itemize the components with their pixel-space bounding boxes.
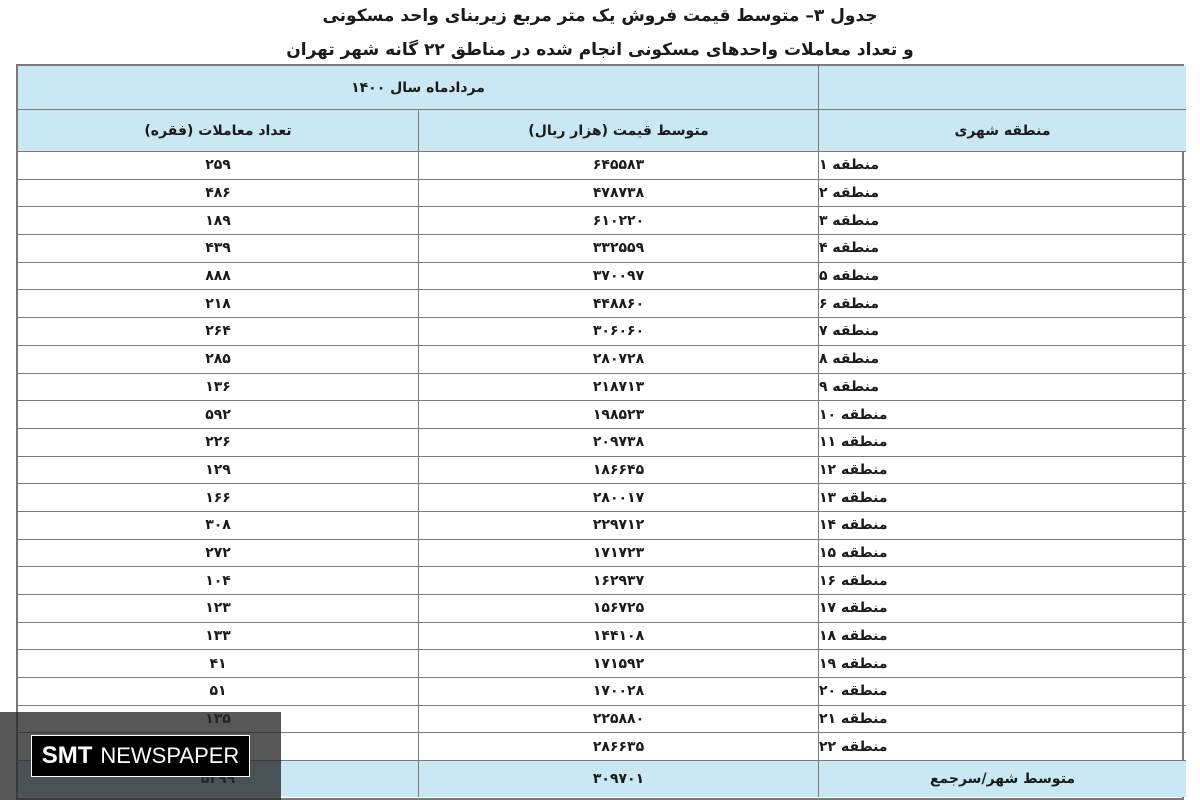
row-transactions: ۱۲۳: [18, 595, 419, 623]
row-avg-price: ۳۰۶۰۶۰: [419, 318, 819, 346]
row-region: منطقه ۲۰: [819, 678, 1186, 706]
row-avg-price: ۲۸۶۶۳۵: [419, 733, 819, 761]
row-avg-price: ۱۷۱۷۲۳: [419, 540, 819, 568]
row-transactions: ۲۲۶: [18, 429, 419, 457]
row-transactions: ۴۱: [18, 650, 419, 678]
row-region: منطقه ۱۵: [819, 540, 1186, 568]
row-transactions: ۴۸۶: [18, 180, 419, 208]
row-avg-price: ۲۰۹۷۳۸: [419, 429, 819, 457]
row-region: منطقه ۷: [819, 318, 1186, 346]
row-transactions: ۱۲۹: [18, 457, 419, 485]
row-avg-price: ۱۷۱۵۹۲: [419, 650, 819, 678]
row-avg-price: ۲۲۹۷۱۲: [419, 512, 819, 540]
row-transactions: ۵۹۲: [18, 401, 419, 429]
row-avg-price: ۱۹۸۵۲۳: [419, 401, 819, 429]
row-transactions: ۲۵۹: [18, 152, 419, 180]
row-region: منطقه ۱۴: [819, 512, 1186, 540]
column-header-avg-price: متوسط قیمت (هزار ریال): [419, 110, 819, 152]
row-region: منطقه ۱: [819, 152, 1186, 180]
row-region: منطقه ۲۱: [819, 706, 1186, 734]
row-region: منطقه ۴: [819, 235, 1186, 263]
row-transactions: ۲۶۴: [18, 318, 419, 346]
row-avg-price: ۴۴۸۸۶۰: [419, 290, 819, 318]
row-region: منطقه ۸: [819, 346, 1186, 374]
column-header-region: منطقه شهری: [819, 110, 1186, 152]
watermark-logo: [31, 735, 251, 777]
row-avg-price: ۱۷۰۰۲۸: [419, 678, 819, 706]
row-avg-price: ۱۶۲۹۳۷: [419, 567, 819, 595]
housing-price-table: [16, 64, 1184, 800]
row-avg-price: ۶۴۵۵۸۳: [419, 152, 819, 180]
row-region: منطقه ۲: [819, 180, 1186, 208]
row-avg-price: ۱۴۴۱۰۸: [419, 623, 819, 651]
row-region: منطقه ۱۹: [819, 650, 1186, 678]
row-region: منطقه ۱۸: [819, 623, 1186, 651]
row-transactions: ۴۳۹: [18, 235, 419, 263]
row-region: منطقه ۱۱: [819, 429, 1186, 457]
row-avg-price: ۲۸۰۰۱۷: [419, 484, 819, 512]
row-region: منطقه ۲۲: [819, 733, 1186, 761]
row-avg-price: ۲۱۸۷۱۳: [419, 374, 819, 402]
column-header-transactions: تعداد معاملات (فقره): [18, 110, 419, 152]
row-region: منطقه ۵: [819, 263, 1186, 291]
watermark-brand: SMT: [41, 742, 93, 769]
row-transactions: ۱۰۴: [18, 567, 419, 595]
table-title-line-1: جدول ۳– متوسط قیمت فروش یک متر مربع زیربنای واحد مسکونی: [322, 6, 878, 26]
row-region: منطقه ۶: [819, 290, 1186, 318]
row-avg-price: ۴۷۸۷۳۸: [419, 180, 819, 208]
row-avg-price: ۲۲۵۸۸۰: [419, 706, 819, 734]
row-avg-price: ۱۸۶۶۴۵: [419, 457, 819, 485]
row-transactions: ۱۶۶: [18, 484, 419, 512]
table-title-line-2: و تعداد معاملات واحدهای مسکونی انجام شده در مناطق ۲۲ گانه شهر تهران: [286, 40, 914, 60]
total-avg-price: ۳۰۹۷۰۱: [419, 761, 819, 797]
row-transactions: ۲۱۸: [18, 290, 419, 318]
row-transactions: ۱۸۹: [18, 207, 419, 235]
row-region: منطقه ۱۳: [819, 484, 1186, 512]
row-avg-price: ۱۵۶۷۲۵: [419, 595, 819, 623]
row-avg-price: ۳۷۰۰۹۷: [419, 263, 819, 291]
row-avg-price: ۶۱۰۲۲۰: [419, 207, 819, 235]
period-header-empty-cell: [819, 66, 1186, 110]
total-label: متوسط شهر/سرجمع: [819, 761, 1186, 797]
row-region: منطقه ۱۰: [819, 401, 1186, 429]
watermark-label: NEWSPAPER: [100, 743, 240, 768]
row-region: منطقه ۱۲: [819, 457, 1186, 485]
row-transactions: ۲۷۲: [18, 540, 419, 568]
row-transactions: ۱۳۳: [18, 623, 419, 651]
row-avg-price: ۳۳۲۵۵۹: [419, 235, 819, 263]
row-region: منطقه ۱۶: [819, 567, 1186, 595]
row-region: منطقه ۳: [819, 207, 1186, 235]
row-region: منطقه ۱۷: [819, 595, 1186, 623]
row-transactions: ۲۸۵: [18, 346, 419, 374]
row-transactions: ۸۸۸: [18, 263, 419, 291]
row-region: منطقه ۹: [819, 374, 1186, 402]
row-avg-price: ۲۸۰۷۲۸: [419, 346, 819, 374]
row-transactions: ۳۰۸: [18, 512, 419, 540]
watermark-overlay: [0, 712, 281, 800]
row-transactions: ۵۱: [18, 678, 419, 706]
row-transactions: ۱۳۶: [18, 374, 419, 402]
period-header: مردادماه سال ۱۴۰۰: [18, 66, 819, 110]
